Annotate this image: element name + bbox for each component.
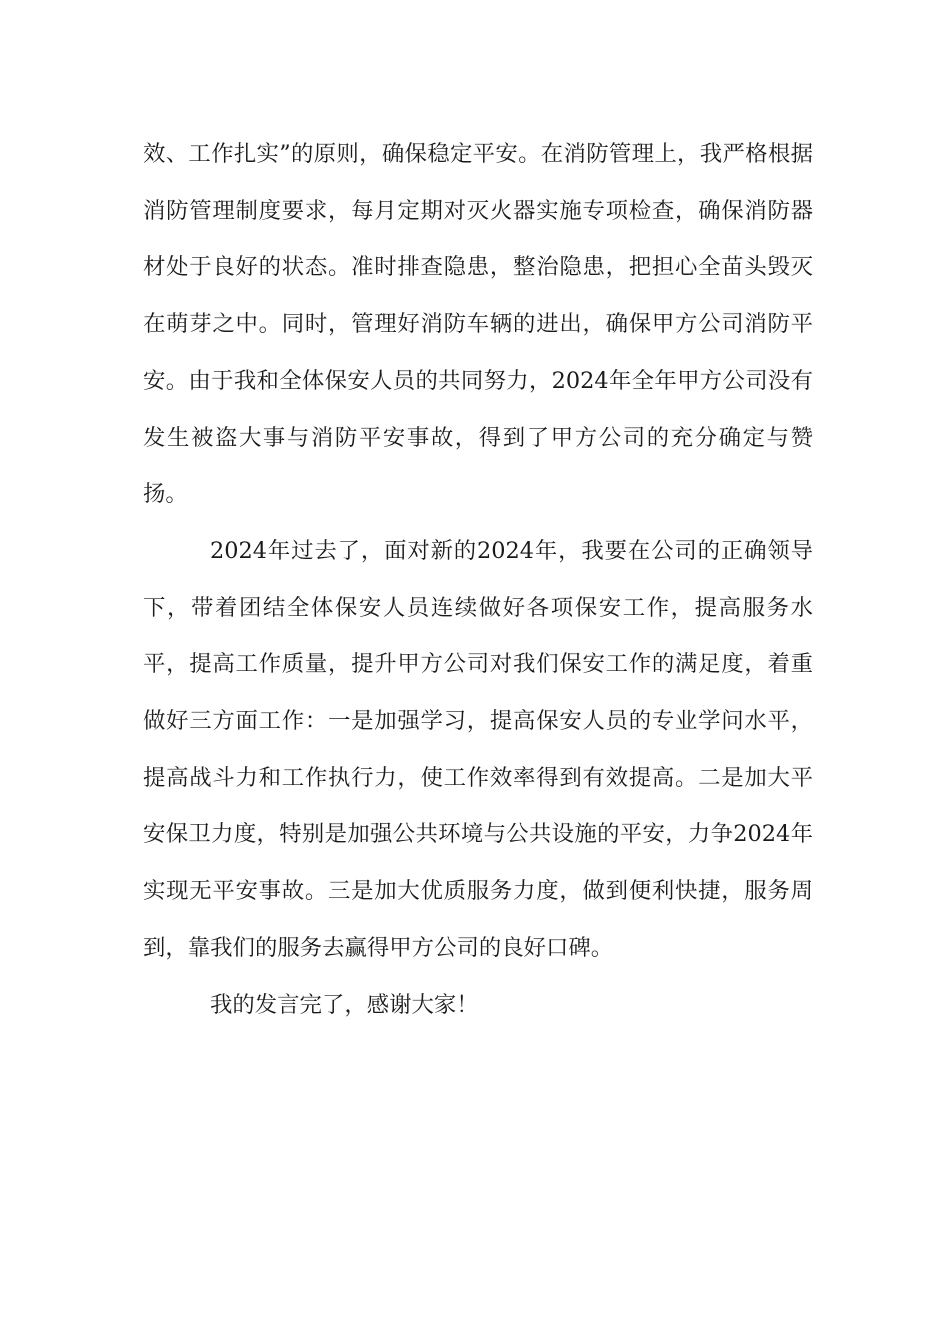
paragraph-closing: 我的发言完了，感谢大家！ xyxy=(210,991,479,1018)
paragraph-new-year-plan: 2024年过去了，面对新的2024年，我要在公司的正确领导下，带着团结全体保安人员连续做好各项保安工作，提高服务水平，提高工作质量，提升甲方公司对我们保安工作的满足度，着重做好三方面工作：一是加强学习，提高保安人员的专业学问水平，提高战斗力和工作执行力，使工作效率得到有效提高。二是加大平安保卫力度，特别是加强公共环境与公共设施的平安，力争2024年实现无平安事故。三是加大优质服务力度，做到便利快捷，服务周到，靠我们的服务去赢得甲方公司的良好口碑。 xyxy=(143,537,813,961)
paragraph-fire-safety: 效、工作扎实”的原则，确保稳定平安。在消防管理上，我严格根据消防管理制度要求，每月定期对灭火器实施专项检查，确保消防器材处于良好的状态。准时排查隐患，整治隐患，把担心全苗头毁灭在萌芽之中。同时，管理好消防车辆的进出，确保甲方公司消防平安。由于我和全体保安人员的共同努力，2024年全年甲方公司没有发生被盗大事与消防平安事故，得到了甲方公司的充分确定与赞扬。 xyxy=(143,141,813,508)
document-body xyxy=(143,126,813,1033)
